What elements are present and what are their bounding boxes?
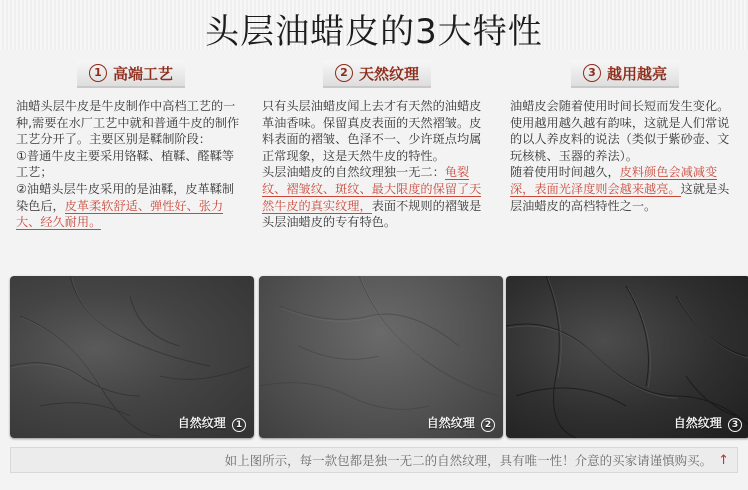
leather-texture-image-1 [10, 276, 254, 438]
feature-description [506, 98, 744, 214]
feature-column-1 [12, 60, 250, 231]
circled-number-icon: 3 [728, 418, 742, 432]
caption-label: 自然纹理 [177, 416, 226, 430]
feature-heading-label: 高端工艺 [112, 64, 173, 83]
feature-heading-wrap [506, 60, 744, 88]
circled-number-icon: 3 [583, 64, 601, 82]
feature-description [12, 98, 250, 231]
feature-text: ②油蜡头层牛皮采用的是油鞣，皮革鞣制染色后， [16, 181, 235, 213]
circled-number-icon: 2 [481, 418, 495, 432]
feature-heading-label: 越用越亮 [606, 64, 667, 83]
feature-paragraph [262, 164, 492, 230]
feature-highlight-text: 皮革柔软舒适、弹性好、张力大、经久耐用。 [16, 198, 224, 230]
texture-caption [427, 414, 495, 432]
feature-heading-label: 天然纹理 [358, 64, 419, 83]
leather-texture-image-2 [259, 276, 503, 438]
feature-text: 随着使用时间越久， [510, 165, 620, 180]
feature-heading-badge [571, 60, 679, 88]
feature-paragraph: 油蜡头层牛皮是牛皮制作中高档工艺的一种,需要在水厂工艺中就和普通牛皮的制作工艺分开了。主要区别是鞣制阶段： [16, 99, 240, 147]
arrow-up-icon: ↑ [718, 452, 729, 468]
feature-text: 这就是头层油蜡皮的高档特性之一。 [510, 181, 730, 213]
caption-label: 自然纹理 [426, 416, 475, 430]
leather-texture-image-3 [506, 276, 748, 438]
feature-text: 表面不规则的褶皱是头层油蜡皮的专有特色。 [262, 198, 482, 230]
feature-text: 头层油蜡皮的自然纹理独一无二： [262, 165, 445, 180]
feature-heading-wrap [12, 60, 250, 88]
circled-number-icon: 1 [89, 64, 107, 82]
feature-paragraph: 油蜡皮会随着使用时间长短而发生变化。使用越用越久越有韵味，这就是人们常说的以人养皮料的说法（类似于紫砂壶、文玩核桃、玉器的养法）。 [510, 99, 730, 163]
caption-label: 自然纹理 [673, 416, 722, 430]
feature-highlight-text: 龟裂纹、褶皱纹、斑纹、最大限度的保留了天然牛皮的真实纹理， [262, 165, 482, 213]
footer-note-bar [10, 447, 738, 473]
feature-paragraph: ①普通牛皮主要采用铬鞣、植鞣、醛鞣等工艺； [16, 148, 235, 180]
circled-number-icon: 1 [232, 418, 246, 432]
feature-column-2 [258, 60, 496, 231]
feature-description [258, 98, 496, 231]
feature-column-3 [506, 60, 744, 214]
feature-heading-badge [77, 60, 185, 88]
circled-number-icon: 2 [335, 64, 353, 82]
feature-paragraph: 只有头层油蜡皮闻上去才有天然的油蜡皮革油香味。保留真皮表面的天然褶皱。皮料表面的褶皱、色泽不一、少许斑点均属正常现象，这是天然牛皮的特性。 [262, 99, 482, 163]
feature-heading-badge [323, 60, 431, 88]
feature-highlight-text: 皮料颜色会减减变深，表面光泽度则会越来越亮。 [510, 165, 718, 196]
footer-note: 如上图所示，每一款包都是独一无二的自然纹理，具有唯一性！介意的买家请谨慎购买。 [224, 453, 713, 468]
page-title: 头层油蜡皮的3大特性 [205, 12, 543, 52]
feature-paragraph [510, 164, 740, 214]
texture-caption [674, 414, 742, 432]
feature-heading-wrap [258, 60, 496, 88]
texture-caption [178, 414, 246, 432]
feature-paragraph [16, 181, 246, 231]
